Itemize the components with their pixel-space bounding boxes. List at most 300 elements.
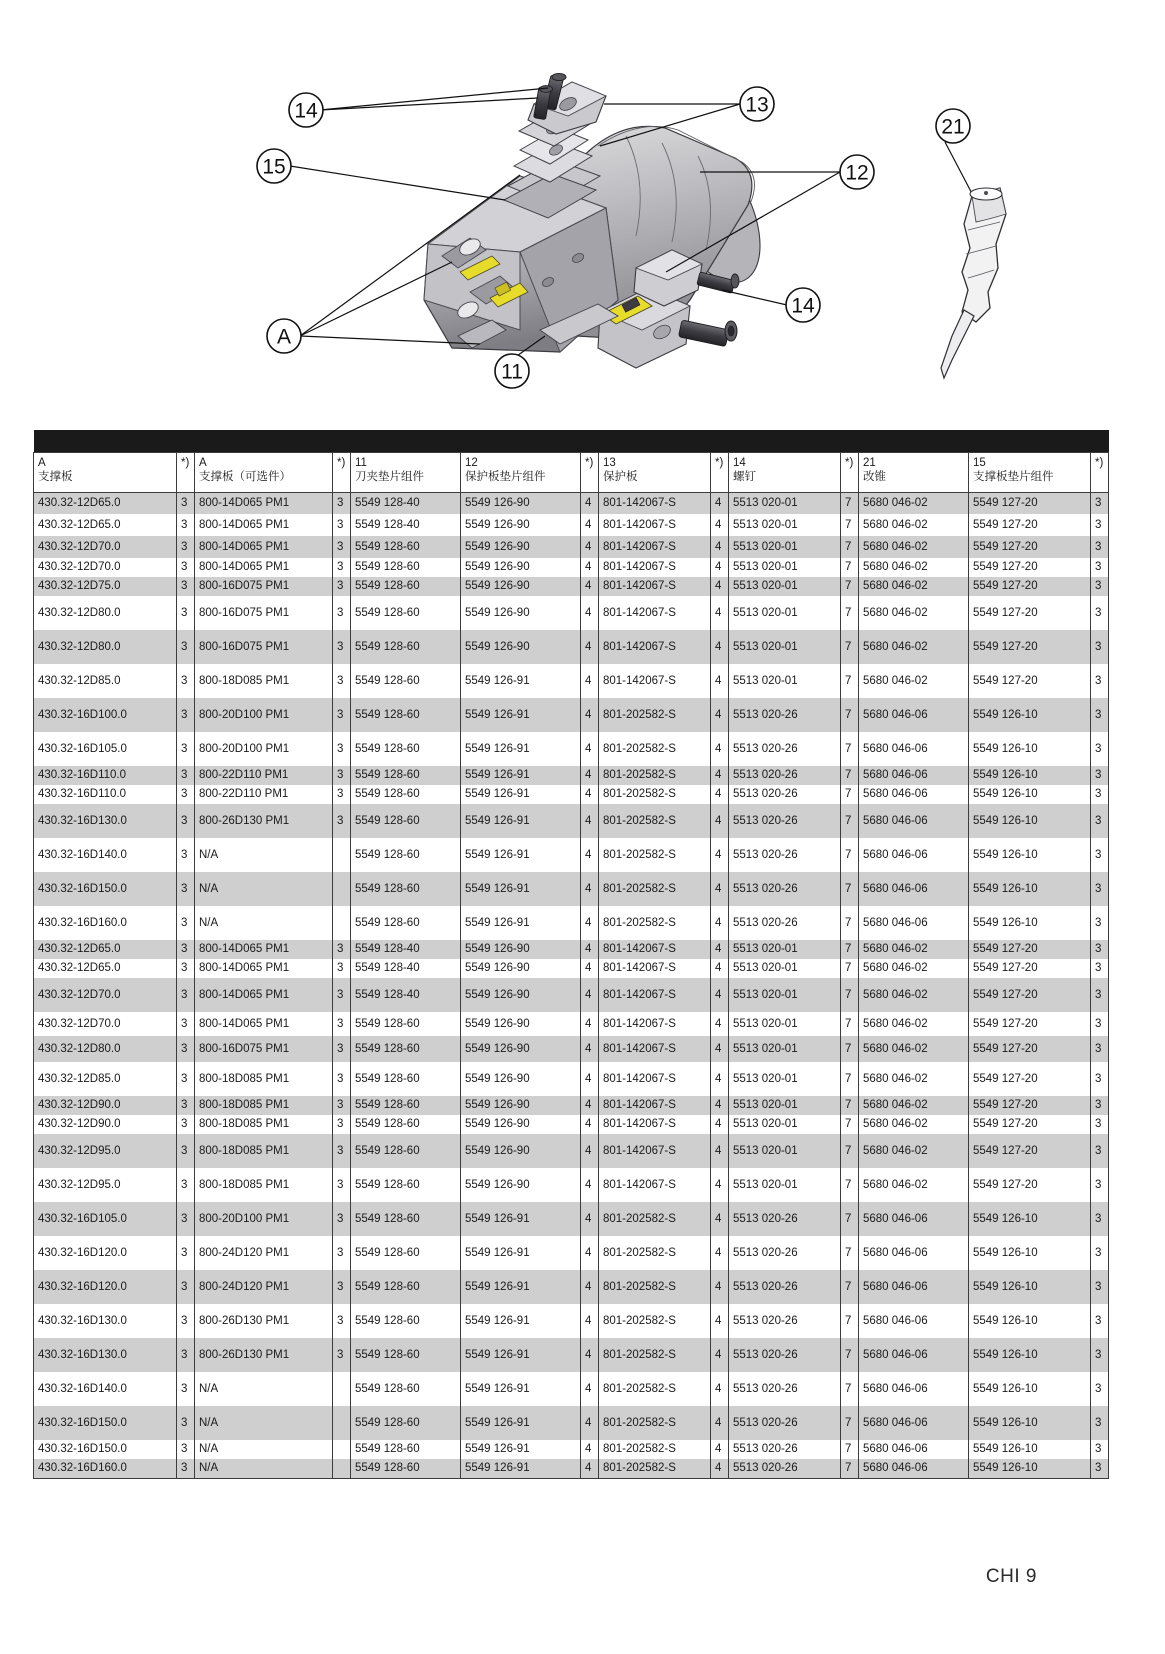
table-cell: 430.32-12D90.0 [34,1115,177,1134]
table-cell: 5549 128-60 [351,1270,461,1304]
table-cell: 4 [711,596,729,630]
table-cell: 3 [1091,1406,1109,1440]
table-cell: 5680 046-06 [859,1372,969,1406]
table-row [34,732,1109,766]
table-cell: N/A [195,1406,333,1440]
table-cell: 3 [333,959,351,978]
table-cell: 7 [841,732,859,766]
table-cell: 801-202582-S [599,698,711,732]
table-cell: 3 [1091,804,1109,838]
table-cell: 430.32-16D150.0 [34,1440,177,1459]
table-cell: 5549 128-60 [351,577,461,596]
table-cell: 5513 020-26 [729,1236,841,1270]
table-cell: 4 [581,978,599,1012]
table-cell: 800-14D065 PM1 [195,978,333,1012]
table-cell: 801-202582-S [599,1406,711,1440]
table-row [34,698,1109,732]
table-cell: 5513 020-26 [729,1459,841,1478]
table-cell: 3 [1091,1440,1109,1459]
table-cell: 801-142067-S [599,1134,711,1168]
table-cell: 4 [711,785,729,804]
table-cell: 800-18D085 PM1 [195,1134,333,1168]
table-cell: 5513 020-26 [729,804,841,838]
callout-label: 13 [745,93,769,117]
table-cell: N/A [195,1372,333,1406]
table-cell: 4 [581,1236,599,1270]
table-cell: 800-26D130 PM1 [195,1338,333,1372]
table-cell: 5680 046-02 [859,577,969,596]
table-cell: 4 [711,804,729,838]
table-cell: 3 [177,664,195,698]
table-cell: 5513 020-01 [729,1062,841,1096]
table-cell: 5549 128-60 [351,872,461,906]
table-cell: 430.32-16D130.0 [34,1304,177,1338]
table-cell: 7 [841,1270,859,1304]
table-row [34,959,1109,978]
table-cell: 5549 126-91 [461,1202,581,1236]
table-cell: 801-202582-S [599,804,711,838]
table-cell: 430.32-16D120.0 [34,1270,177,1304]
table-cell: 801-202582-S [599,838,711,872]
callout-21 [936,109,970,143]
table-cell: 5549 126-90 [461,514,581,536]
table-cell: 4 [711,514,729,536]
table-cell: 801-202582-S [599,1372,711,1406]
table-cell [333,838,351,872]
table-cell: 801-142067-S [599,1062,711,1096]
table-cell: 3 [333,1236,351,1270]
table-cell: 5680 046-02 [859,630,969,664]
table-cell [333,1440,351,1459]
table-cell: 430.32-16D160.0 [34,1459,177,1478]
table-cell: 5680 046-02 [859,1134,969,1168]
table-cell: 4 [711,1270,729,1304]
table-cell: 3 [1091,1168,1109,1202]
table-cell: 5549 128-60 [351,906,461,940]
table-cell: 5549 126-91 [461,766,581,785]
table-row [34,514,1109,536]
table-cell: 3 [177,1012,195,1036]
table-cell: 3 [1091,906,1109,940]
table-cell: 5513 020-26 [729,872,841,906]
table-cell: 4 [711,872,729,906]
table-cell: 801-142067-S [599,596,711,630]
table-cell: 5680 046-06 [859,785,969,804]
table-cell: 4 [581,1134,599,1168]
table-cell: 5549 128-60 [351,1236,461,1270]
table-cell: 5513 020-26 [729,1202,841,1236]
table-cell: 7 [841,1202,859,1236]
table-cell: 430.32-12D70.0 [34,1012,177,1036]
table-cell: 5549 126-91 [461,1406,581,1440]
table-cell: 800-14D065 PM1 [195,1012,333,1036]
table-cell: 7 [841,1036,859,1062]
table-cell: 800-14D065 PM1 [195,558,333,577]
table-cell: 5680 046-06 [859,766,969,785]
table-cell: 7 [841,1096,859,1115]
table-cell: 5549 127-20 [969,940,1091,959]
table-row [34,1202,1109,1236]
table-cell: 3 [177,1236,195,1270]
table-cell: 3 [333,785,351,804]
table-cell: 800-16D075 PM1 [195,577,333,596]
table-cell: 3 [1091,732,1109,766]
table-cell: 800-26D130 PM1 [195,1304,333,1338]
table-cell: 5549 126-91 [461,1304,581,1338]
table-cell: 5549 128-60 [351,1440,461,1459]
column-header-12 [461,452,581,492]
table-cell: 800-16D075 PM1 [195,630,333,664]
table-cell: 7 [841,978,859,1012]
table-cell: 5549 127-20 [969,1012,1091,1036]
table-cell: 5680 046-02 [859,536,969,558]
table-cell: 801-142067-S [599,536,711,558]
table-cell: 4 [711,1338,729,1372]
table-cell: 3 [333,1036,351,1062]
table-cell: 3 [333,664,351,698]
table-cell: 4 [581,1168,599,1202]
table-cell: 5549 127-20 [969,1168,1091,1202]
tool-body-assembly [424,73,780,368]
table-cell: 4 [581,1096,599,1115]
column-header-qty-6 [581,452,599,492]
table-cell: 3 [177,959,195,978]
column-header-qty-8 [711,452,729,492]
table-cell: 800-20D100 PM1 [195,732,333,766]
table-cell: 5680 046-06 [859,1338,969,1372]
table-cell: 5549 127-20 [969,577,1091,596]
table-cell: 4 [581,1459,599,1478]
table-cell: 4 [711,1372,729,1406]
table-cell: 5513 020-26 [729,785,841,804]
table-cell: 5513 020-01 [729,514,841,536]
table-cell: 3 [177,766,195,785]
table-cell: 5680 046-02 [859,1012,969,1036]
table-cell: 3 [177,630,195,664]
table-cell: 5549 126-90 [461,1134,581,1168]
table-cell: 5549 126-91 [461,872,581,906]
table-row [34,630,1109,664]
table-cell: 430.32-12D65.0 [34,959,177,978]
table-cell: 801-142067-S [599,959,711,978]
table-cell: 5549 128-60 [351,804,461,838]
table-cell: 5549 126-10 [969,872,1091,906]
table-cell: 5680 046-02 [859,978,969,1012]
table-cell: 5680 046-06 [859,906,969,940]
table-cell: 5549 126-10 [969,1372,1091,1406]
column-header-number: *) [585,456,594,469]
table-header-row [34,452,1109,492]
table-cell: 800-20D100 PM1 [195,1202,333,1236]
column-header-name: 支撑板垫片组件 [973,470,1054,483]
table-cell: 5549 128-60 [351,1459,461,1478]
table-cell: 4 [581,514,599,536]
table-cell: 3 [177,1304,195,1338]
table-cell: 5549 128-40 [351,492,461,514]
column-header-name: 支撑板（可选件） [199,470,291,483]
table-cell: 5549 126-10 [969,1338,1091,1372]
table-cell: 3 [1091,978,1109,1012]
table-cell: 4 [711,766,729,785]
table-cell: 430.32-16D100.0 [34,698,177,732]
table-cell: 5680 046-02 [859,492,969,514]
column-header-A [195,452,333,492]
table-cell: 5513 020-01 [729,1096,841,1115]
table-cell: 3 [333,1115,351,1134]
table-cell: 5549 126-90 [461,1012,581,1036]
table-cell: 7 [841,558,859,577]
table-cell: 3 [1091,872,1109,906]
table-cell: 5680 046-06 [859,1440,969,1459]
table-head [34,430,1109,492]
column-header-qty-3 [333,452,351,492]
table-cell: 430.32-16D105.0 [34,732,177,766]
table-cell: 3 [177,1062,195,1096]
table-cell: 3 [177,558,195,577]
table-cell: 800-14D065 PM1 [195,940,333,959]
table-cell: 800-18D085 PM1 [195,1062,333,1096]
table-row [34,1406,1109,1440]
table-cell: 5549 128-60 [351,1134,461,1168]
callout-label: 21 [941,115,965,139]
table-cell: 800-16D075 PM1 [195,596,333,630]
table-cell: 7 [841,514,859,536]
table-cell: 801-142067-S [599,978,711,1012]
table-cell: 3 [177,906,195,940]
table-cell: 801-202582-S [599,1270,711,1304]
column-header-name: 刀夹垫片组件 [355,470,424,483]
table-cell: 800-14D065 PM1 [195,492,333,514]
callout-11 [495,354,529,388]
column-header-15 [969,452,1091,492]
callout-13 [740,87,774,121]
table-cell: 4 [711,492,729,514]
table-cell: 4 [581,536,599,558]
table-cell: 3 [333,940,351,959]
column-header-number: 21 [863,456,876,469]
table-cell: 430.32-12D80.0 [34,1036,177,1062]
table-cell: 5549 126-10 [969,1459,1091,1478]
column-header-name: 保护板 [603,470,638,483]
table-cell: 5549 126-91 [461,785,581,804]
spare-parts-table [33,430,1109,1479]
table-cell: 3 [177,1406,195,1440]
table-cell: 4 [581,596,599,630]
table-cell: 801-142067-S [599,940,711,959]
table-cell: 5513 020-26 [729,1338,841,1372]
table-cell: 3 [1091,1372,1109,1406]
table-cell: 4 [711,1168,729,1202]
table-cell: 3 [1091,838,1109,872]
table-cell: 5680 046-06 [859,1202,969,1236]
table-cell: 4 [581,630,599,664]
table-row [34,1036,1109,1062]
table-cell: 3 [1091,1236,1109,1270]
table-cell: 3 [333,732,351,766]
table-cell: 4 [581,1372,599,1406]
table-cell: 5549 128-60 [351,1012,461,1036]
table-cell: 3 [333,1338,351,1372]
table-cell: 4 [581,698,599,732]
table-cell [333,1406,351,1440]
table-cell: 5513 020-26 [729,1440,841,1459]
table-cell: 4 [711,1202,729,1236]
table-cell: 3 [333,766,351,785]
table-cell: 5680 046-02 [859,940,969,959]
table-row [34,558,1109,577]
table-cell: 801-142067-S [599,1036,711,1062]
table-cell: 5549 126-90 [461,536,581,558]
table-cell: 801-142067-S [599,492,711,514]
table-cell: 801-202582-S [599,1236,711,1270]
table-cell: 7 [841,492,859,514]
table-cell: 4 [581,1304,599,1338]
column-header-number: A [199,456,207,469]
table-cell: 5549 128-60 [351,1062,461,1096]
table-cell: 430.32-16D130.0 [34,804,177,838]
table-cell: 4 [581,906,599,940]
column-header-name: 改锥 [863,470,886,483]
table-cell: 3 [1091,959,1109,978]
table-cell: 800-18D085 PM1 [195,1115,333,1134]
table-cell: 3 [177,732,195,766]
table-cell: 3 [177,1372,195,1406]
table-cell: 3 [1091,1115,1109,1134]
table-cell: 3 [177,577,195,596]
table-cell: 5513 020-01 [729,1036,841,1062]
table-cell: 5680 046-06 [859,1406,969,1440]
table-cell: 5549 128-60 [351,1096,461,1115]
table-cell: 3 [333,804,351,838]
table-cell: 3 [333,698,351,732]
table-row [34,872,1109,906]
table-cell: 7 [841,906,859,940]
table-cell: 5549 126-90 [461,1036,581,1062]
table-cell: 5513 020-01 [729,577,841,596]
table-cell: 4 [581,1115,599,1134]
table-cell: 800-20D100 PM1 [195,698,333,732]
table-cell: 5549 128-60 [351,1168,461,1202]
table-cell: 4 [581,766,599,785]
table-cell: 5549 127-20 [969,664,1091,698]
table-cell: 5549 126-91 [461,838,581,872]
table-cell: 3 [177,1036,195,1062]
table-cell: 3 [1091,1012,1109,1036]
table-cell: 3 [1091,1036,1109,1062]
column-header-number: 13 [603,456,616,469]
table-cell: 4 [581,1012,599,1036]
table-cell: 801-142067-S [599,514,711,536]
table-cell: 7 [841,838,859,872]
table-row [34,1236,1109,1270]
table-cell: 3 [177,940,195,959]
table-cell: 5680 046-02 [859,514,969,536]
table-cell: 3 [177,1096,195,1115]
table-cell: 800-24D120 PM1 [195,1270,333,1304]
table-cell: 5549 126-91 [461,1459,581,1478]
callout-label: 14 [294,99,318,123]
table-cell: 3 [177,596,195,630]
table-cell: 3 [333,630,351,664]
table-cell: 5513 020-26 [729,1304,841,1338]
table-cell: 5549 127-20 [969,514,1091,536]
table-cell: 5549 128-60 [351,1304,461,1338]
table-cell: 5549 126-10 [969,1440,1091,1459]
table-cell: 5549 126-91 [461,1338,581,1372]
table-cell: 5549 126-91 [461,804,581,838]
table-cell: 7 [841,959,859,978]
table-cell: 800-18D085 PM1 [195,664,333,698]
table-cell: 4 [711,536,729,558]
table-cell: 800-18D085 PM1 [195,1168,333,1202]
table-cell: 3 [1091,1096,1109,1115]
table-cell: 801-202582-S [599,1202,711,1236]
table-cell: 430.32-16D110.0 [34,785,177,804]
table-cell: 4 [711,978,729,1012]
table-cell: 5680 046-02 [859,1036,969,1062]
table-cell: 5549 126-10 [969,1270,1091,1304]
table-row [34,1012,1109,1036]
table-cell: 5680 046-02 [859,1062,969,1096]
table-cell: 3 [1091,536,1109,558]
table-cell: 4 [711,1115,729,1134]
table-cell: 801-202582-S [599,732,711,766]
table-cell: 3 [1091,1338,1109,1372]
table-cell: 7 [841,630,859,664]
table-cell: 5549 128-40 [351,959,461,978]
table-cell: 5680 046-06 [859,698,969,732]
table-cell: 5513 020-01 [729,1168,841,1202]
table-cell: 4 [581,732,599,766]
column-header-name: 保护板垫片组件 [465,470,546,483]
column-header-number: *) [337,456,346,469]
table-cell: 3 [177,1338,195,1372]
table-cell: 5680 046-06 [859,838,969,872]
table-cell: 5513 020-01 [729,1012,841,1036]
table-cell: 7 [841,1236,859,1270]
table-row [34,785,1109,804]
table-cell: 7 [841,577,859,596]
table-cell: 5513 020-26 [729,732,841,766]
table-cell: 4 [581,1202,599,1236]
table-cell: 5549 126-91 [461,1236,581,1270]
table-cell: 5513 020-01 [729,959,841,978]
table-cell: 5549 126-91 [461,1270,581,1304]
table-cell: 801-202582-S [599,785,711,804]
table-cell: 3 [333,1012,351,1036]
column-header-name: 支撑板 [38,470,73,483]
table-cell: 7 [841,1168,859,1202]
table-cell: 5549 127-20 [969,978,1091,1012]
table-cell: 4 [581,558,599,577]
table-cell: 4 [581,872,599,906]
table-cell: 800-18D085 PM1 [195,1096,333,1115]
table-cell: 3 [1091,698,1109,732]
table-cell: 7 [841,536,859,558]
table-cell: 5680 046-06 [859,1270,969,1304]
table-row [34,1459,1109,1478]
table-cell: 430.32-12D70.0 [34,536,177,558]
table-cell: 800-22D110 PM1 [195,785,333,804]
table-cell: N/A [195,872,333,906]
table-cell: 4 [711,664,729,698]
table-cell: 430.32-16D110.0 [34,766,177,785]
table-cell: 430.32-12D65.0 [34,492,177,514]
table-cell: 5680 046-06 [859,732,969,766]
table-cell: 5549 126-91 [461,1372,581,1406]
table-cell: 430.32-16D130.0 [34,1338,177,1372]
table-cell: 7 [841,1115,859,1134]
